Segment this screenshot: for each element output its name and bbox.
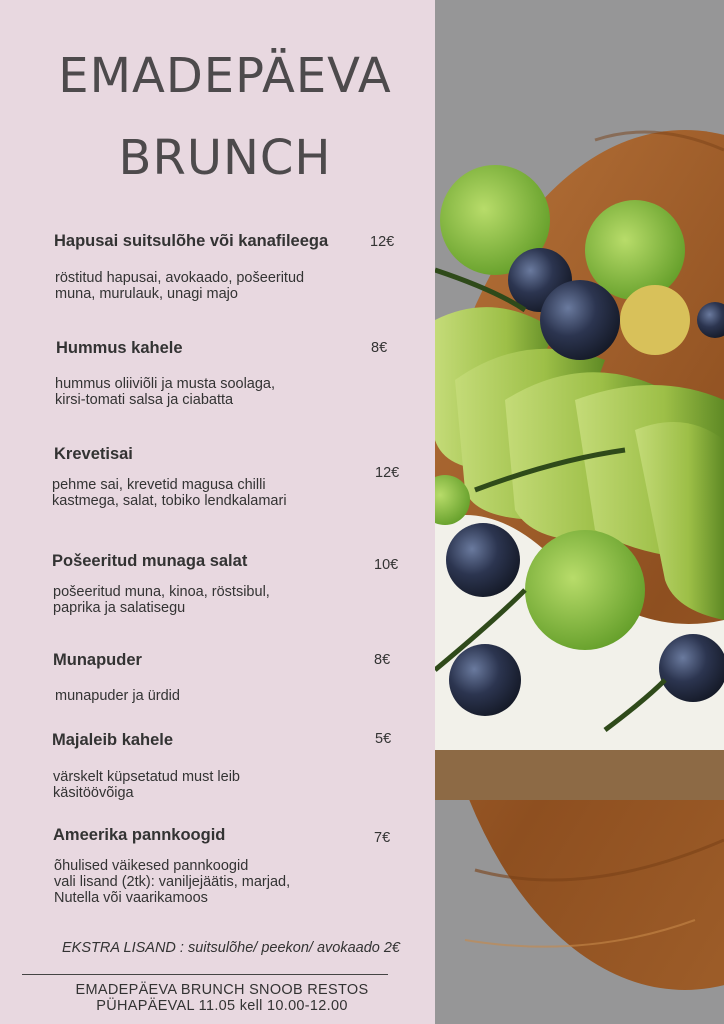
- dish-price: 8€: [371, 340, 388, 356]
- dish-name: Ameerika pannkoogid: [53, 826, 226, 844]
- dish-name: Hummus kahele: [56, 339, 183, 357]
- dish-price: 12€: [370, 234, 395, 250]
- extra-addon-note: EKSTRA LISAND : suitsulõhe/ peekon/ avokaado 2€: [62, 940, 400, 956]
- dish-description: kirsi-tomati salsa ja ciabatta: [55, 392, 234, 408]
- dish-name: Pošeeritud munaga salat: [52, 552, 248, 570]
- footer-event-line: EMADEPÄEVA BRUNCH SNOOB RESTOS: [75, 982, 369, 998]
- dish-price: 8€: [374, 652, 391, 668]
- dish-description: värskelt küpsetatud must leib: [53, 769, 240, 785]
- dish-description: käsitöövõiga: [53, 785, 134, 801]
- dish-description: Nutella või vaarikamoos: [54, 890, 208, 906]
- page-title-line-2: BRUNCH: [118, 130, 332, 186]
- dish-description: hummus oliiviõli ja musta soolaga,: [55, 376, 276, 392]
- dish-price: 5€: [375, 731, 392, 747]
- dish-price: 7€: [374, 830, 391, 846]
- dish-description: munapuder ja ürdid: [55, 688, 180, 704]
- dish-price: 10€: [374, 557, 399, 573]
- dish-description: pošeeritud muna, kinoa, röstsibul,: [53, 584, 270, 600]
- dish-price: 12€: [375, 465, 400, 481]
- dish-description: õhulised väikesed pannkoogid: [54, 858, 249, 874]
- dish-description: muna, murulauk, unagi majo: [55, 286, 238, 302]
- dish-description: röstitud hapusai, avokaado, pošeeritud: [55, 270, 305, 286]
- dish-name: Munapuder: [53, 651, 142, 669]
- page-title-line-1: EMADEPÄEVA: [58, 48, 392, 104]
- avocado-toast-photo: [435, 0, 724, 1024]
- footer-divider: [22, 974, 388, 975]
- dish-description: paprika ja salatisegu: [53, 600, 186, 616]
- dish-name: Majaleib kahele: [52, 731, 174, 749]
- dish-description: pehme sai, krevetid magusa chilli: [52, 477, 266, 493]
- dish-name: Krevetisai: [54, 445, 133, 463]
- dish-name: Hapusai suitsulõhe või kanafileega: [54, 232, 329, 250]
- dish-description: vali lisand (2tk): vaniljejäätis, marjad,: [54, 874, 291, 890]
- footer-time-line: PÜHAPÄEVAL 11.05 kell 10.00-12.00: [96, 998, 348, 1014]
- dish-description: kastmega, salat, tobiko lendkalamari: [52, 493, 287, 509]
